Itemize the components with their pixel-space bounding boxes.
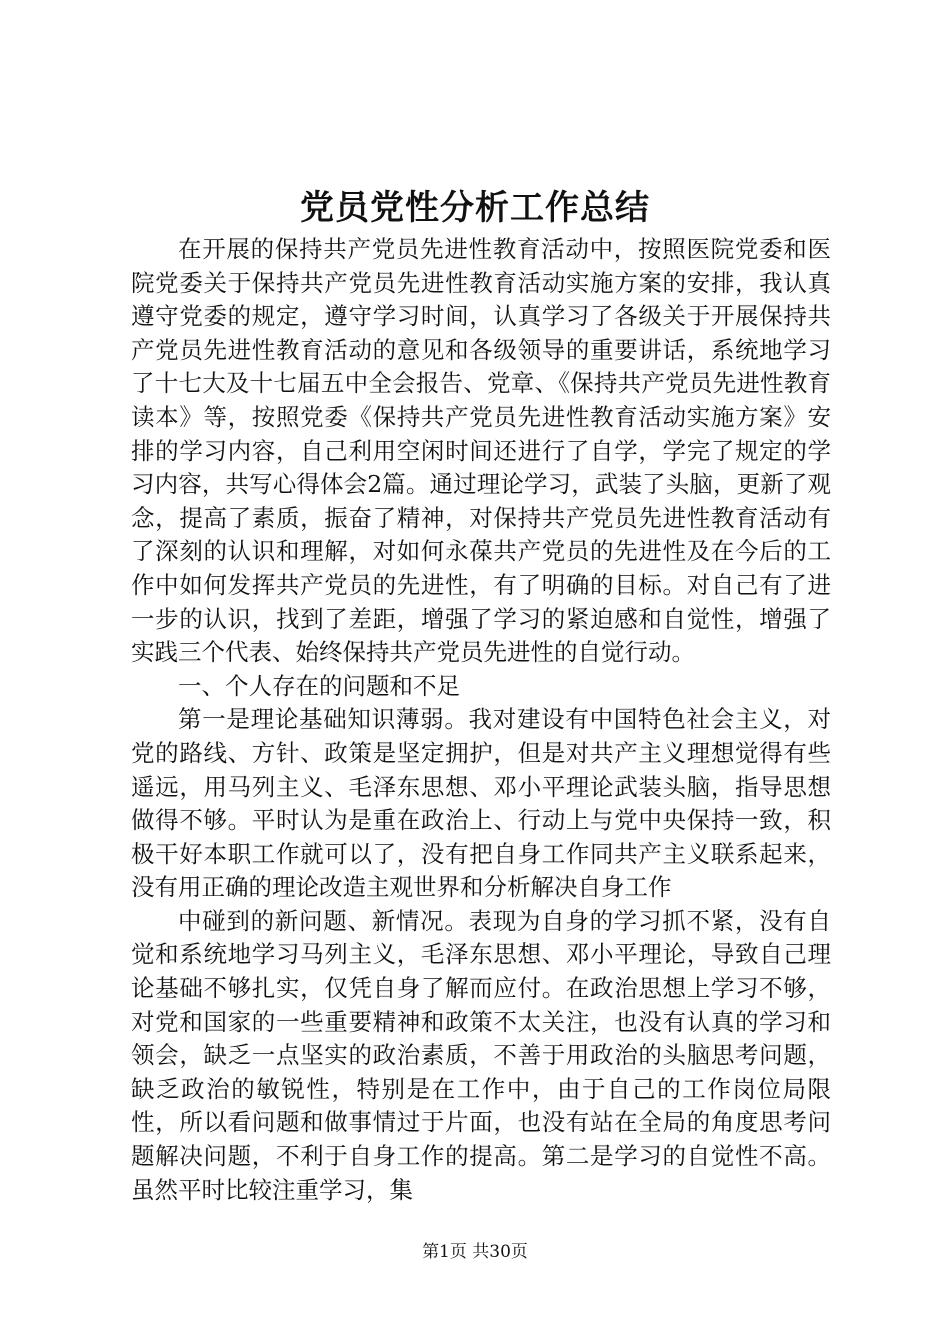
section-heading: 一、个人存在的问题和不足 [178,671,460,700]
paragraph: 第一是理论基础知识薄弱。我对建设有中国特色社会主义，对党的路线、方针、政策是坚定拥护，但是对共产主义理想觉得有些遥远，用马列主义、毛泽东思想、邓小平理论武装头脑，指导思想做得不够。平时认为是重在政治上、行动上与党中央保持一致，积极干好本职工作就可以了，没有把自身工作同共产主义联系起来，没有用正确的理论改造主观世界和分析解决自身工作 [131,705,831,902]
document-body [131,233,831,1207]
paragraph: 中碰到的新问题、新情况。表现为自身的学习抓不紧，没有自觉和系统地学习马列主义，毛泽东思想、邓小平理论，导致自己理论基础不够扎实，仅凭自身了解而应付。在政治思想上学习不够，对党和国家的一些重要精神和政策不太关注，也没有认真的学习和领会，缺乏一点坚实的政治素质，不善于用政治的头脑思考问题，缺乏政治的敏锐性，特别是在工作中，由于自己的工作岗位局限性，所以看问题和做事情过于片面，也没有站在全局的角度思考问题解决问题，不利于自身工作的提高。第二是学习的自觉性不高。虽然平时比较注重学习，集 [131,906,831,1204]
page-number-footer: 第1页 共30页 [422,1242,528,1262]
paragraph: 在开展的保持共产党员先进性教育活动中，按照医院党委和医院党委关于保持共产党员先进性教育活动实施方案的安排，我认真遵守党委的规定，遵守学习时间，认真学习了各级关于开展保持共产党员先进性教育活动的意见和各级领导的重要讲话，系统地学习了十七大及十七届五中全会报告、党章、《保持共产党员先进性教育读本》等，按照党委《保持共产党员先进性教育活动实施方案》安排的学习内容，自己利用空闲时间还进行了自学，学完了规定的学习内容，共写心得体会2篇。通过理论学习，武装了头脑，更新了观念，提高了素质，振奋了精神，对保持共产党员先进性教育活动有了深刻的认识和理解，对如何永葆共产党员的先进性及在今后的工作中如何发挥共产党员的先进性，有了明确的目标。对自己有了进一步的认识，找到了差距，增强了学习的紧迫感和自觉性，增强了实践三个代表、始终保持共产党员先进性的自觉行动。 [131,235,831,667]
document-title: 党员党性分析工作总结 [300,188,650,228]
